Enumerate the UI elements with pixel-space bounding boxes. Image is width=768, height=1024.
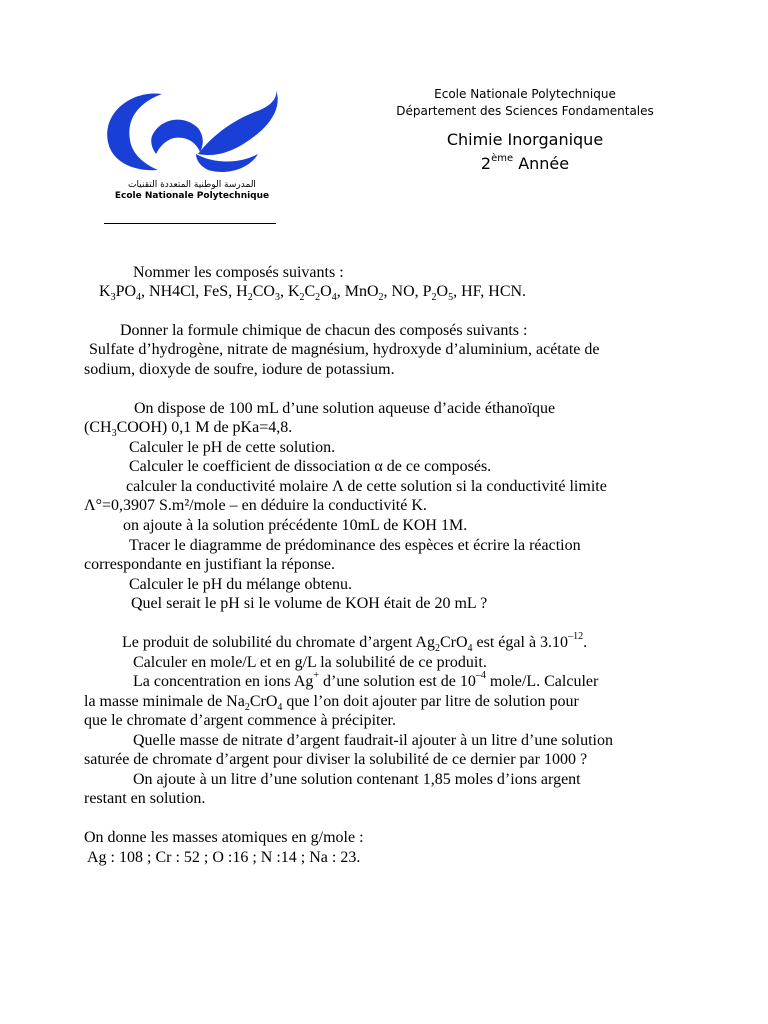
ex3-q4: on ajoute à la solution précédente 10mL de KOH 1M. bbox=[123, 517, 468, 534]
department-name: Département des Sciences Fondamentales bbox=[396, 104, 654, 118]
ex3-q3a: calculer la conductivité molaire Λ de cette solution si la conductivité limite bbox=[126, 478, 607, 495]
ex3-intro: On dispose de 100 mL d’une solution aqueuse d’acide éthanoïque bbox=[134, 400, 556, 417]
course-title: Chimie Inorganique bbox=[446, 130, 604, 149]
logo-emblem-icon bbox=[100, 84, 282, 202]
ex3-q5a: Tracer le diagramme de prédominance des espèces et écrire la réaction bbox=[129, 537, 581, 554]
ex3-q1: Calculer le pH de cette solution. bbox=[129, 439, 336, 456]
ex4-q3b: saturée de chromate d’argent pour diviser la solubilité de ce dernier par 1000 ? bbox=[84, 751, 588, 768]
ex1-intro: Nommer les composés suivants : bbox=[133, 264, 344, 281]
school-name: Ecole Nationale Polytechnique bbox=[434, 87, 616, 101]
ex4-q2-line2: la masse minimale de $Na_2CrO_4$ que l’on doit ajouter par litre de solution pour bbox=[84, 693, 579, 714]
logo-underline bbox=[104, 223, 276, 224]
ex4-q4b: restant en solution. bbox=[84, 790, 206, 807]
ex1-compounds: $K_3PO_4$, NH4Cl, FeS, $H_2CO_3$, $K_2C_2O_4$, MnO$_2$, NO, $P_2O_5$, HF, HCN. bbox=[99, 283, 527, 304]
ex4-intro: Le produit de solubilité du chromate d’argent $Ag_2CrO_4$ est égal à $3.10^{-12}$. bbox=[122, 630, 588, 655]
ex4-q1: Calculer en mole/L et en g/L la solubilité de ce produit. bbox=[133, 654, 487, 671]
ex2-line1: Sulfate d’hydrogène, nitrate de magnésium, hydroxyde d’aluminium, acétate de bbox=[89, 341, 600, 358]
ex3-q3b: Λ°=0,3907 S.m²/mole – en déduire la conductivité K. bbox=[84, 497, 427, 514]
ex3-q7: Quel serait le pH si le volume de KOH était de 20 mL ? bbox=[131, 595, 488, 612]
year-label: 2ème Année bbox=[480, 152, 570, 173]
ex2-line2: sodium, dioxyde de soufre, iodure de potassium. bbox=[84, 361, 395, 378]
school-logo bbox=[100, 84, 282, 202]
ex4-q3a: Quelle masse de nitrate d’argent faudrait-il ajouter à un litre d’une solution bbox=[133, 732, 613, 749]
ex3-q5b: correspondante en justifiant la réponse. bbox=[84, 556, 336, 573]
ex3-q6: Calculer le pH du mélange obtenu. bbox=[129, 576, 353, 593]
ex4-q4a: On ajoute à un litre d’une solution contenant 1,85 moles d’ions argent bbox=[133, 771, 581, 788]
masses-values: Ag : 108 ; Cr : 52 ; O :16 ; N :14 ; Na : 23. bbox=[87, 849, 361, 866]
ex4-q2-line3: que le chromate d’argent commence à précipiter. bbox=[84, 712, 396, 729]
svg-text:Ecole Nationale Polytechnique: Ecole Nationale Polytechnique bbox=[114, 191, 270, 201]
ex2-intro: Donner la formule chimique de chacun des composés suivants : bbox=[120, 322, 528, 339]
svg-text:المدرسة الوطنية المتعددة التقن: المدرسة الوطنية المتعددة التقنيات bbox=[128, 180, 256, 190]
ex4-q2: La concentration en ions Ag+ d’une solution est de $10^{-4}$ mole/L. Calculer bbox=[133, 669, 599, 690]
ex3-formula: $(CH_3COOH)$ 0,1 M de pKa=4,8. bbox=[84, 419, 293, 440]
ex3-q2: Calculer le coefficient de dissociation α de ce composés. bbox=[129, 458, 492, 475]
masses-intro: On donne les masses atomiques en g/mole : bbox=[84, 829, 364, 846]
